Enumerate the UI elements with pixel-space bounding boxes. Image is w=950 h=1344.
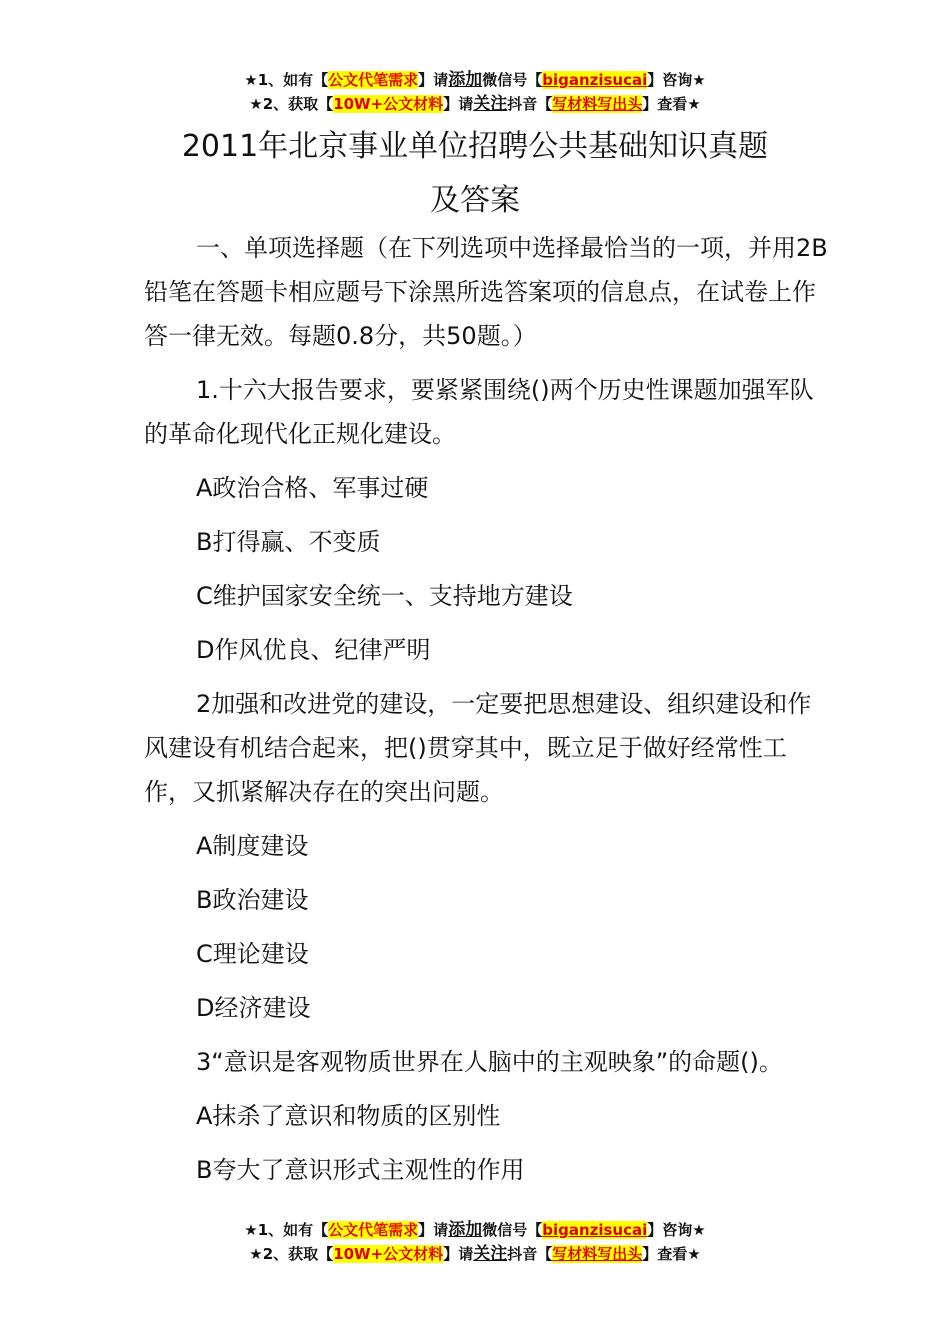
douyin-account-link[interactable]: 写材料写出头 [552,95,643,113]
banner-text: 抖音【 [507,1245,553,1263]
document-title [0,120,950,228]
banner-text: 】请 [443,1245,474,1263]
service-highlight: 公文代笔需求 [328,1221,419,1239]
question-3: 3“意识是客观物质世界在人脑中的主观映象”的命题()。 [196,1048,783,1076]
document-body [144,226,834,1202]
materials-highlight: 10W+公文材料 [333,95,444,113]
banner-text: 微信号【 [482,71,543,89]
banner-text: 】请 [418,1221,449,1239]
header-banner [0,68,950,116]
footer-banner-line-2 [0,1242,950,1266]
add-emphasis: 添加 [448,1220,483,1240]
question-1-option-d: D作风优良、纪律严明 [196,636,431,664]
banner-text: ★2、获取【 [249,95,334,113]
question-1: 1.十六大报告要求，要紧紧围绕()两个历史性课题加强军队的革命化现代化正规化建设。 [144,376,814,448]
question-2: 2加强和改进党的建设，一定要把思想建设、组织建设和作风建设有机结合起来，把()贯穿其中，既立足于做好经常性工作，又抓紧解决存在的突出问题。 [144,690,812,806]
banner-text: 】请 [443,95,474,113]
section-instructions: 一、单项选择题（在下列选项中选择最恰当的一项，并用2B铅笔在答题卡相应题号下涂黑所选答案项的信息点，在试卷上作答一律无效。每题0.8分，共50题。） [144,234,828,350]
materials-highlight: 10W+公文材料 [333,1245,444,1263]
footer-banner-line-1 [0,1218,950,1242]
question-1-option-a: A政治合格、军事过硬 [196,474,429,502]
question-2-option-a: A制度建设 [196,832,309,860]
follow-emphasis: 关注 [473,1244,508,1264]
banner-text: ★1、如有【 [244,71,329,89]
banner-text: 】查看★ [642,1245,701,1263]
title-line-2: 及答案 [430,183,520,218]
question-2-option-c: C理论建设 [196,940,309,968]
banner-text: 】咨询★ [647,1221,706,1239]
header-banner-line-1 [0,68,950,92]
header-banner-line-2 [0,92,950,116]
question-1-option-c: C维护国家安全统一、支持地方建设 [196,582,573,610]
add-emphasis: 添加 [448,70,483,90]
banner-text: ★1、如有【 [244,1221,329,1239]
question-1-option-b: B打得赢、不变质 [196,528,381,556]
question-3-option-b: B夸大了意识形式主观性的作用 [196,1156,525,1184]
banner-text: 】咨询★ [647,71,706,89]
douyin-account-link[interactable]: 写材料写出头 [552,1245,643,1263]
wechat-id-link[interactable]: biganzisucai [542,1221,648,1239]
question-2-option-b: B政治建设 [196,886,309,914]
question-3-option-a: A抹杀了意识和物质的区别性 [196,1102,501,1130]
follow-emphasis: 关注 [473,94,508,114]
wechat-id-link[interactable]: biganzisucai [542,71,648,89]
banner-text: 抖音【 [507,95,553,113]
title-line-1: 2011年北京事业单位招聘公共基础知识真题 [181,129,769,164]
question-2-option-d: D经济建设 [196,994,311,1022]
banner-text: 】请 [418,71,449,89]
service-highlight: 公文代笔需求 [328,71,419,89]
footer-banner [0,1218,950,1266]
banner-text: 】查看★ [642,95,701,113]
banner-text: ★2、获取【 [249,1245,334,1263]
banner-text: 微信号【 [482,1221,543,1239]
